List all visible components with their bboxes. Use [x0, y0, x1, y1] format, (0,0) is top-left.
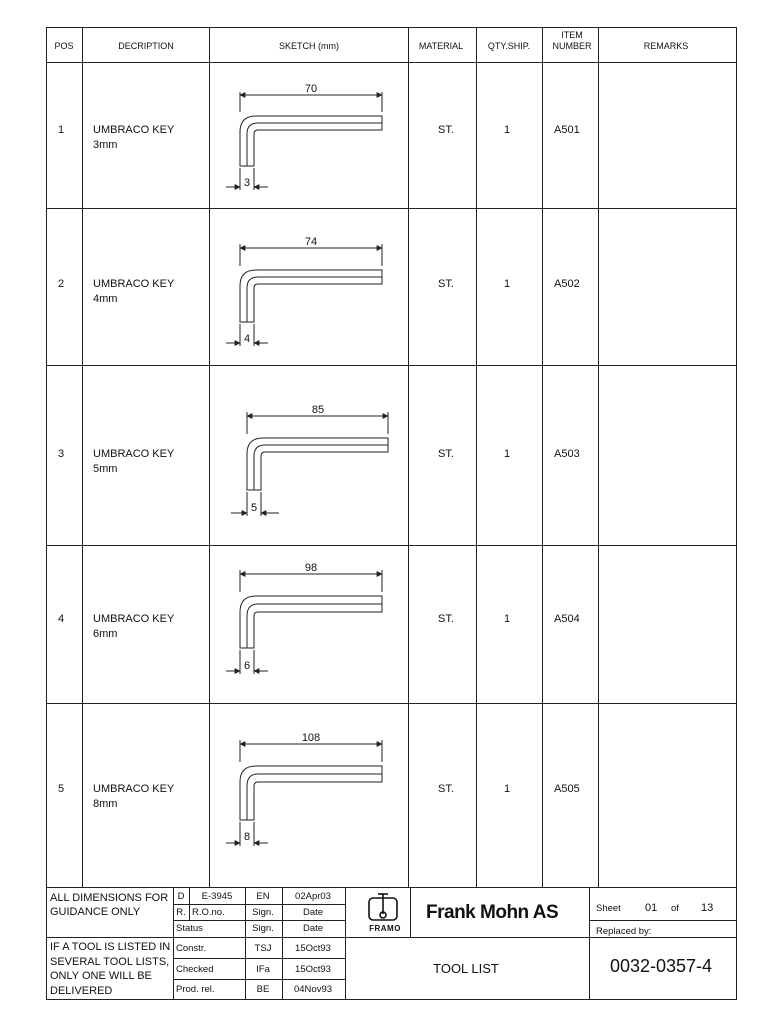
dimension-length: 74 [304, 236, 318, 248]
row-size: 6mm [93, 628, 118, 640]
dimension-length: 108 [301, 732, 321, 744]
row-item-number: A502 [554, 278, 580, 290]
prod-rel-sign: BE [256, 984, 270, 995]
key-sketch-2 [226, 244, 382, 346]
sheet-number: 01 [645, 902, 658, 914]
row-description: UMBRACO KEY [93, 448, 175, 460]
row-item-number: A505 [554, 783, 580, 795]
row-item-number: A503 [554, 448, 580, 460]
header-remarks: REMARKS [643, 41, 689, 51]
checked-sign: IFa [256, 964, 270, 975]
dimension-length: 85 [311, 404, 325, 416]
replaced-by-label: Replaced by: [596, 926, 652, 937]
header-item-line2: NUMBER [552, 41, 592, 51]
row-pos: 5 [57, 783, 65, 795]
row-pos: 2 [57, 278, 65, 290]
header-description: DECRIPTION [118, 41, 174, 51]
row-item-number: A501 [554, 124, 580, 136]
label-date-2: Date [302, 923, 324, 934]
row-material: ST. [438, 783, 454, 795]
row-pos: 4 [57, 613, 65, 625]
dimension-width: 6 [243, 660, 251, 672]
header-qty: QTY.SHIP. [487, 41, 531, 51]
row-material: ST. [438, 124, 454, 136]
label-date: Date [302, 907, 324, 918]
dimension-length: 98 [304, 562, 318, 574]
of-label: of [671, 903, 679, 914]
row-pos: 3 [57, 448, 65, 460]
dimension-width: 4 [243, 333, 251, 345]
label-sign: Sign. [252, 907, 274, 918]
row-description: UMBRACO KEY [93, 613, 175, 625]
header-material: MATERIAL [418, 41, 464, 51]
row-material: ST. [438, 613, 454, 625]
note-delivery-line2: SEVERAL TOOL LISTS, [50, 955, 170, 968]
prod-rel-date: 04Nov93 [293, 984, 333, 995]
prod-rel-label: Prod. rel. [176, 984, 215, 995]
row-qty: 1 [503, 124, 511, 136]
note-delivery-line4: DELIVERED [50, 984, 113, 997]
rev-date: 02Apr03 [295, 891, 331, 902]
row-size: 5mm [93, 463, 118, 475]
row-size: 3mm [93, 139, 118, 151]
label-sign-2: Sign. [252, 923, 274, 934]
header-item-line1: ITEM [561, 30, 583, 40]
row-size: 8mm [93, 798, 118, 810]
row-description: UMBRACO KEY [93, 124, 175, 136]
dimension-width: 5 [250, 502, 258, 514]
document-title: TOOL LIST [433, 961, 499, 976]
row-qty: 1 [503, 613, 511, 625]
row-description: UMBRACO KEY [93, 278, 175, 290]
label-rono: R.O.no. [192, 907, 225, 918]
key-sketch-1 [226, 92, 382, 190]
row-qty: 1 [503, 278, 511, 290]
company-name: Frank Mohn AS [426, 902, 559, 923]
note-dimensions-line2: GUIDANCE ONLY [50, 906, 141, 918]
row-material: ST. [438, 448, 454, 460]
logo-text: FRAMO [369, 924, 401, 933]
key-sketch-4 [226, 570, 382, 674]
rev-sign: EN [256, 891, 270, 902]
row-description: UMBRACO KEY [93, 783, 175, 795]
dimension-length: 70 [304, 83, 318, 95]
label-status: Status [176, 923, 203, 934]
constr-sign: TSJ [254, 943, 272, 954]
note-dimensions [50, 891, 168, 919]
header-pos: POS [54, 41, 74, 51]
dimension-width: 8 [243, 831, 251, 843]
note-delivery-line1: IF A TOOL IS LISTED IN [50, 941, 171, 953]
row-qty: 1 [503, 448, 511, 460]
checked-label: Checked [176, 964, 214, 975]
note-delivery [50, 940, 170, 998]
document-number: 0032-0357-4 [609, 956, 713, 976]
constr-date: 15Oct93 [295, 943, 331, 954]
checked-date: 15Oct93 [295, 964, 331, 975]
note-dimensions-line1: ALL DIMENSIONS FOR [50, 892, 169, 904]
row-material: ST. [438, 278, 454, 290]
sheet-label: Sheet [596, 903, 621, 914]
rev-letter: D [177, 891, 185, 902]
note-delivery-line3: ONLY ONE WILL BE [50, 970, 152, 982]
row-size: 4mm [93, 293, 118, 305]
row-item-number: A504 [554, 613, 580, 625]
key-sketch-3 [231, 412, 388, 516]
constr-label: Constr. [176, 943, 207, 954]
rev-reference: E-3945 [201, 891, 233, 902]
sheet-total: 13 [701, 902, 714, 914]
dimension-width: 3 [243, 177, 251, 189]
row-pos: 1 [57, 124, 65, 136]
label-r: R. [176, 907, 186, 918]
row-qty: 1 [503, 783, 511, 795]
header-sketch: SKETCH (mm) [279, 41, 339, 51]
